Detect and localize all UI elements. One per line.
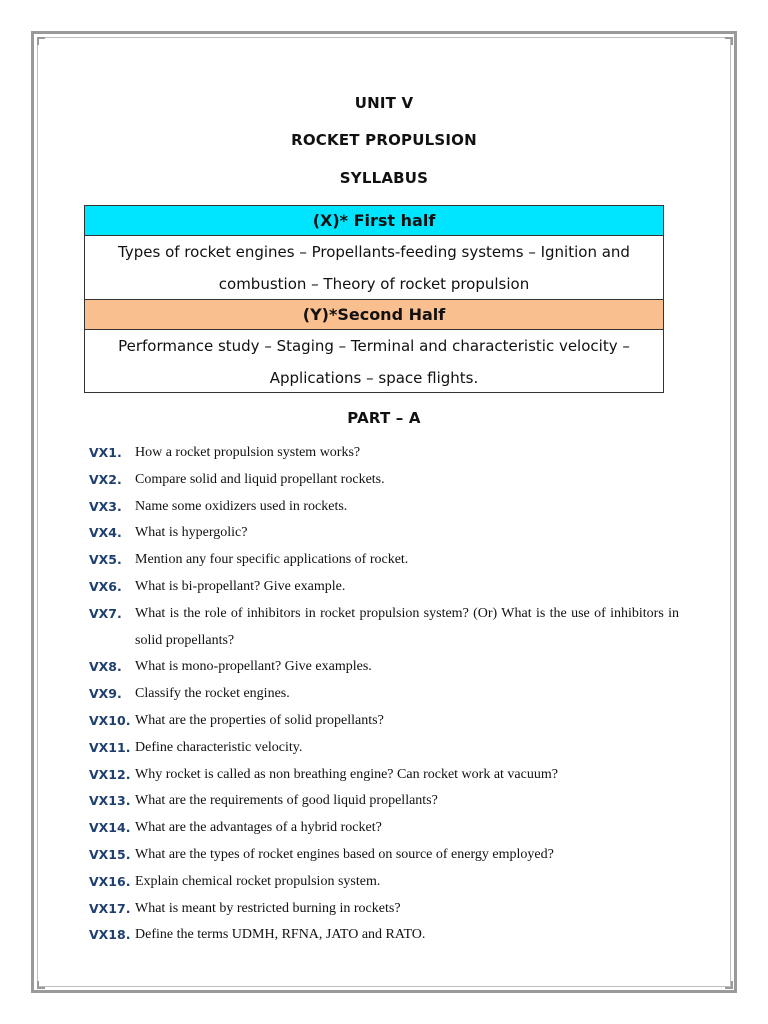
question-text: What is the role of inhibitors in rocket propulsion system? (Or) What is the use of inhibitors in solid propellants? [135,605,679,648]
question-text: Compare solid and liquid propellant rockets. [135,471,385,487]
question-item [89,601,679,655]
question-text: Define characteristic velocity. [135,739,303,755]
question-number: VX9. [89,686,122,702]
second-half-header: (Y)*Second Half [85,299,663,330]
question-list [89,440,679,949]
part-a-title: PART – A [347,409,421,427]
question-text: How a rocket propulsion system works? [135,445,361,460]
question-item [89,842,679,869]
question-text: What is mono-propellant? Give examples. [135,659,372,675]
syllabus-title: SYLLABUS [339,169,429,187]
unit-title: UNIT V [354,94,414,112]
border-corner-ornament [37,981,45,989]
question-text: What are the advantages of a hybrid rocket? [135,820,382,836]
question-text: What is bi-propellant? Give example. [135,578,346,594]
question-item [89,896,679,923]
question-number: VX10. [89,712,131,728]
second-half-topics: Performance study – Staging – Terminal and characteristic velocity – Applications – space flights. [118,337,630,387]
question-number: VX12. [89,766,131,782]
question-text: Explain chemical rocket propulsion system. [135,873,381,889]
question-number: VX18. [89,927,131,943]
question-number: VX2. [89,471,122,487]
question-item [89,708,679,735]
question-item [89,547,679,574]
question-number: VX3. [89,498,122,514]
question-item [89,788,679,815]
question-number: VX16. [89,873,131,889]
border-corner-ornament [725,37,733,45]
first-half-header: (X)* First half [85,206,663,236]
question-number: VX6. [89,578,122,594]
topic-title: ROCKET PROPULSION [291,131,477,149]
syllabus-table [84,205,664,393]
question-text: Classify the rocket engines. [135,686,290,702]
question-item [89,574,679,601]
question-item [89,440,679,467]
question-number: VX5. [89,552,122,568]
first-half-topics: Types of rocket engines – Propellants-feeding systems – Ignition and combustion – Theory of rocket propulsion [118,243,630,293]
question-text: Why rocket is called as non breathing engine? Can rocket work at vacuum? [135,766,558,782]
question-item [89,762,679,789]
question-item [89,681,679,708]
border-corner-ornament [725,981,733,989]
question-number: VX11. [89,739,131,755]
question-item [89,869,679,896]
question-number: VX8. [89,659,122,675]
question-item [89,467,679,494]
question-item [89,654,679,681]
question-text: Name some oxidizers used in rockets. [135,498,348,514]
question-text: What are the types of rocket engines based on source of energy employed? [135,846,554,862]
question-number: VX15. [89,846,131,862]
question-text: Mention any four specific applications of rocket. [135,552,409,568]
question-text: What is hypergolic? [135,525,248,541]
border-corner-ornament [37,37,45,45]
question-number: VX13. [89,793,131,809]
question-number: VX1. [89,445,122,460]
question-number: VX4. [89,525,122,541]
question-text: What are the properties of solid propellants? [135,712,384,728]
question-number: VX17. [89,900,131,916]
question-item [89,922,679,949]
question-item [89,735,679,762]
question-text: What is meant by restricted burning in rockets? [135,900,401,916]
question-text: What are the requirements of good liquid propellants? [135,793,438,809]
question-item [89,494,679,521]
question-number: VX14. [89,820,131,836]
question-number: VX7. [89,605,122,621]
question-item [89,815,679,842]
question-item [89,520,679,547]
question-text: Define the terms UDMH, RFNA, JATO and RATO. [135,927,426,943]
